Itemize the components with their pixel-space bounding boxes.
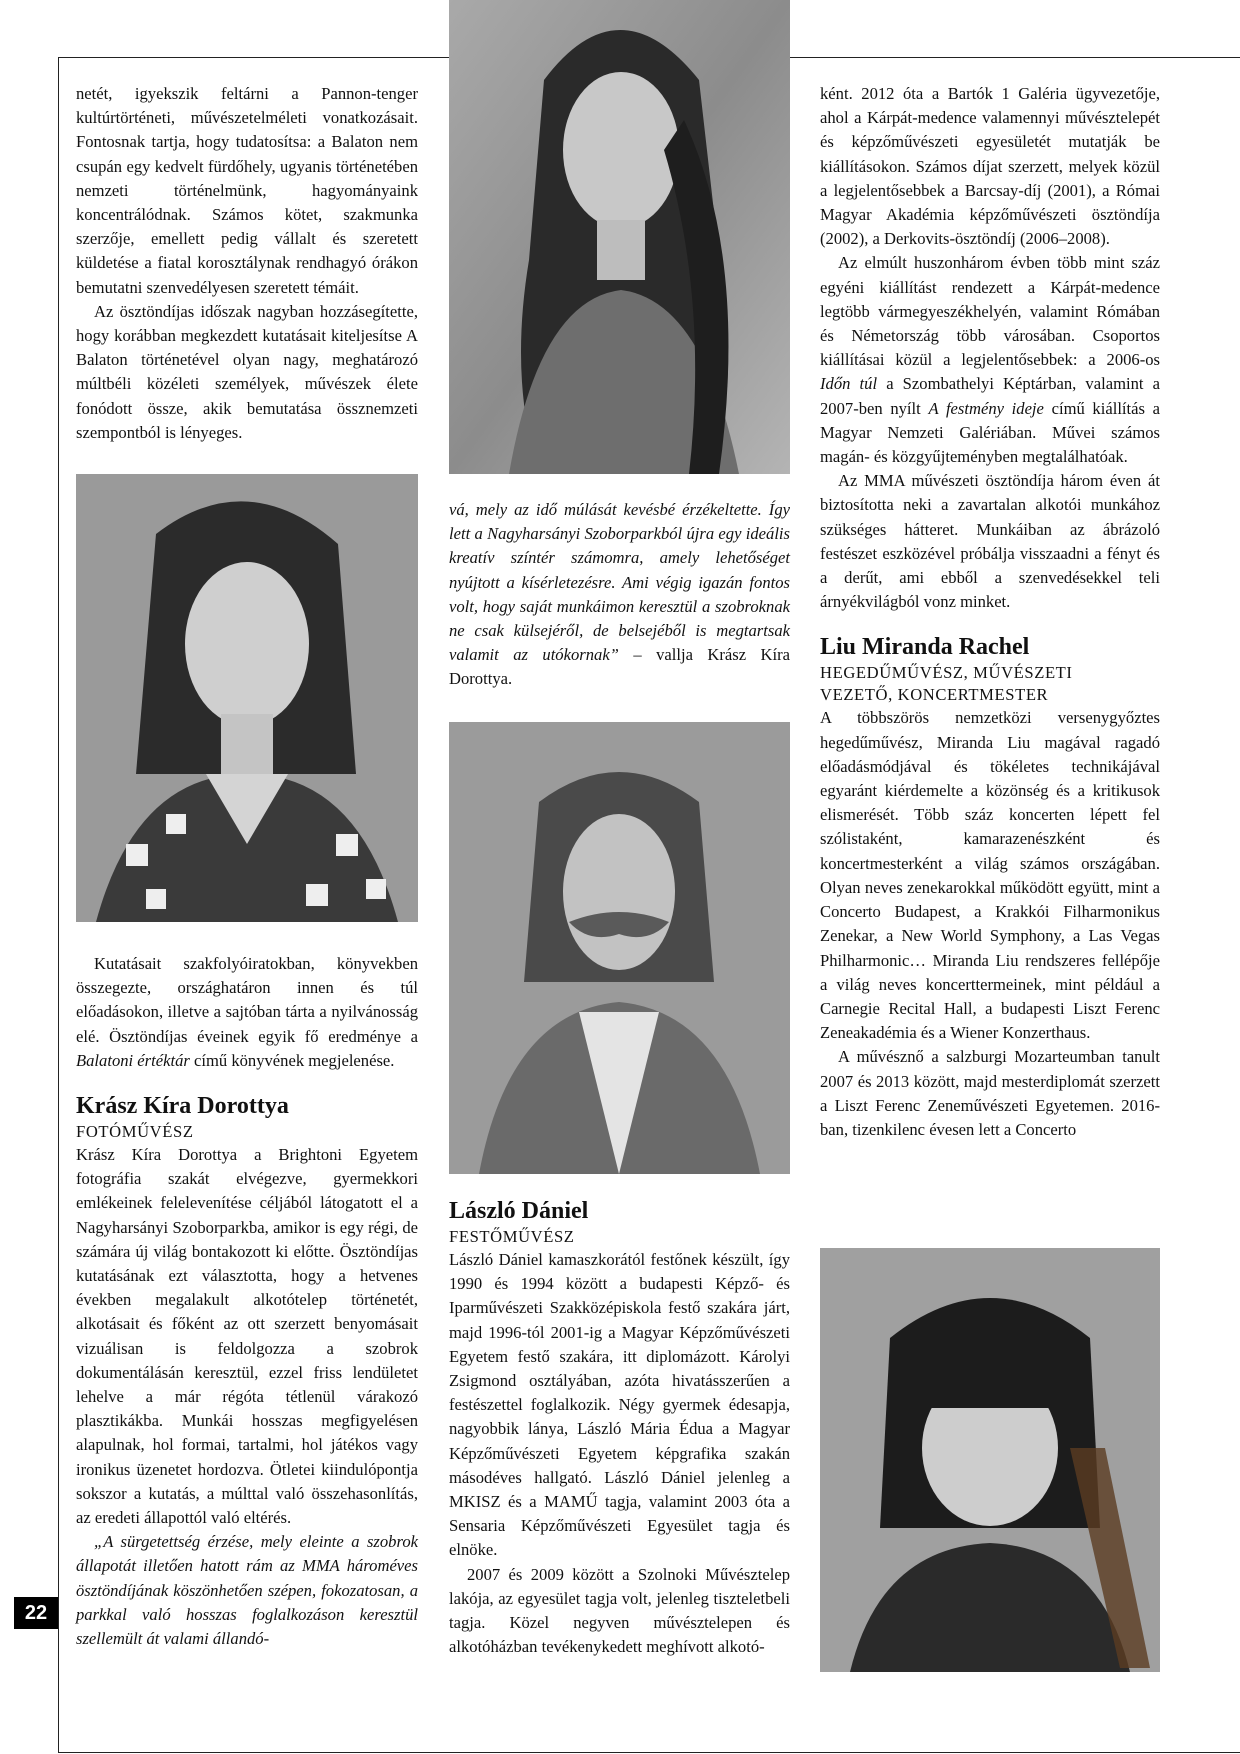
portrait-photo-man-mustache — [449, 722, 790, 1174]
paragraph: netét, igyekszik feltárni a Pannon-tenger kultúrtörténeti, művészetelméleti vonatkozásait. Fontosnak tartja, hogy tudatosítsa: a Balaton nem csupán egy kedvelt fürdőhely, ugyanis történetében nemzeti történelmünk, hagyományaink koncentrálódnak. Számos kötet, szakmunka szerzője, emellett pedig vállalt és szeretett küldetése a fiatal korosztálynak rendhagyó órákon bemutatni szenvedélyesen szeretett témáit. — [76, 84, 418, 297]
page-number: 22 — [14, 1597, 58, 1629]
portrait-photo-violinist — [820, 1248, 1160, 1672]
section-heading-laszlo: László Dániel — [449, 1198, 589, 1224]
column-3 — [820, 82, 1160, 1142]
paragraph: A többszörös nemzetközi versenygyőztes hegedűművész, Miranda Liu magával ragadó előadásmódjával és tökéletes technikájával egyaránt kiérdemelte a közönség és a kritikusok elismerését. Több száz koncerten lépett fel szólistaként, kamarazenészként és koncertmesterként a világ számos országában. Olyan neves zenekarokkal működött együtt, mint a Concerto Budapest, a Krakkói Filharmonikus Zenekar, a New World Symphony, a Las Vegas Philharmonic… Miranda Liu rendszeres fellépője a világ neves koncerttermeinek, mint például a Carnegie Recital Hall, a budapesti Liszt Ferenc Zeneakadémia és a Wiener Konzerthaus. — [820, 708, 1160, 1043]
paragraph: László Dániel kamaszkorától festőnek készült, így 1990 és 1994 között a budapesti Képző- és Iparművészeti Szakközépiskola festő szakára járt, majd 1996-tól 2001-ig a Magyar Képzőművészeti Egyetem festő szakára, itt diplomázott. Károlyi Zsigmond osztályában, azóta hivatásszerűen a festészettel foglalkozik. Négy gyermek édesapja, nagyobbik lánya, László Mária Édua a Magyar Képzőművészeti Egyetem képgrafika szakán másodéves hallgató. László Dániel jelenleg a MKISZ és a MAMŰ tagja, valamint 2003 óta a Sensaria Képzőművészeti Egyesület tagja és elnöke. — [449, 1250, 790, 1560]
quote-paragraph: vá, mely az idő múlását kevésbé érzékeltette. Így lett a Nagyharsányi Szoborparkból újra egy ideális kreatív színtér számomra, amely lehetőséget nyújtott a kísérletezésre. Ami végig igazán fontos volt, hogy saját munkáimon keresztül a szobroknak ne csak külsejéről, de belsejéből is megtartsak valamit az utókornak” – vallja Krász Kíra Dorottya. — [449, 500, 790, 689]
column-1-top — [76, 82, 418, 445]
section-heading-liu: Liu Miranda Rachel — [820, 634, 1030, 661]
section-role-liu-line2: VEZETŐ, KONCERTMESTER — [820, 685, 1049, 705]
quote-paragraph: „A sürgetettség érzése, mely eleinte a szobrok állapotát illetően hatott rám az MMA hároméves ösztöndíjának köszönhetően szépen, fokozatosan, a parkkal való hosszas foglalkozáson keresztül szellemült át valami állandó- — [76, 1532, 418, 1649]
column-2-quote — [449, 498, 790, 692]
column-2-bottom — [449, 1196, 790, 1659]
section-heading-krasz: Krász Kíra Dorottya — [76, 1093, 289, 1120]
paragraph: Kutatásait szakfolyóiratokban, könyvekben összegezte, országhatáron innen és túl előadásokon, illetve a sajtóban tárta a nyilvánosság elé. Ösztöndíjas éveinek egyik fő eredménye a Balatoni értéktár című könyvének megjelenése. — [76, 954, 418, 1070]
paragraph: Az ösztöndíjas időszak nagyban hozzásegítette, hogy korábban megkezdett kutatásait kiteljesítse A Balaton történetével olyan nagy, meghatározó múltbéli közéleti személyek, művészek élete fonódott össze, akik bemutatása össznemzeti szempontból is lényeges. — [76, 301, 418, 442]
paragraph: Az MMA művészeti ösztöndíja három éven át biztosította neki a zavartalan alkotói munkához szükséges hátteret. Munkáiban az ábrázoló festészet eszközével próbálja visszaadni a fényt és a derűt, ami ebből a szenvedésekkel teli árnyékvilágból vonz minket. — [820, 471, 1160, 612]
paragraph: ként. 2012 óta a Bartók 1 Galéria ügyvezetője, ahol a Kárpát-medence valamennyi művésztelepét és képzőművészeti egyesületét mutatják be kiállításokon. Számos díjat szerzett, melyek közül a legjelentősebbek a Barcsay-díj (2001), a Római Magyar Akadémia képzőművészeti ösztöndíja (2002), a Derkovits-ösztöndíj (2006–2008). — [820, 84, 1160, 249]
column-1-bottom — [76, 952, 418, 1651]
portrait-photo-woman-long-hair — [449, 0, 790, 474]
paragraph: 2007 és 2009 között a Szolnoki Művésztelep lakója, az egyesület tagja volt, jelenleg tiszteletbeli tagja. Közel negyven művésztelepen és alkotóházban tevékenykedett meghívott alkotó- — [449, 1564, 790, 1657]
section-role-liu-line1: HEGEDŰMŰVÉSZ, MŰVÉSZETI — [820, 663, 1073, 683]
section-role-krasz: FOTÓMŰVÉSZ — [76, 1122, 194, 1142]
section-role-laszlo: FESTŐMŰVÉSZ — [449, 1227, 575, 1246]
paragraph: Az elmúlt huszonhárom évben több mint száz egyéni kiállítást rendezett a Kárpát-medence legtöbb vármegyeszékhelyén, valamint Rómában és Németország több városában. Csoportos kiállításai közül a legjelentősebbek: a 2006-os Időn túl a Szombathelyi Képtárban, valamint a 2007-ben nyílt A festmény ideje című kiállítás a Magyar Nemzeti Galériában. Művei számos magán- és közgyűjteményben megtalálhatóak. — [820, 253, 1161, 467]
paragraph: A művésznő a salzburgi Mozarteumban tanult 2007 és 2013 között, majd mesterdiplomát szerzett a Liszt Ferenc Zeneművészeti Egyetemen. 2016-ban, tizenkilenc évesen lett a Concerto — [820, 1047, 1160, 1139]
portrait-photo-woman-earrings — [76, 474, 418, 922]
paragraph: Krász Kíra Dorottya a Brightoni Egyetem fotográfia szakát elvégezve, gyermekkori emlékeinek felelevenítése céljából látogatott el a Nagyharsányi Szoborparkba, amikor is egy régi, de számára új világ bontakozott ki előtte. Ösztöndíjas kutatásának ezt választotta, hogy a hetvenes években megalakult alkotótelep történetét, alkotásait és főként az ott szerzett benyomásait vizuálisan is feldolgozza a szobrok dokumentálásán keresztül, ezzel friss lendületet lehelve a már régóta tétlenül várakozó plasztikákba. Munkái hosszas megfigyelésen alapulnak, hol formai, tartalmi, hol játékos vagy ironikus üzenetet hordozva. Ötletei kiindulópontja sokszor a kutatás, a múlttal való összehasonlítás, az eredeti állapottól való eltérés. — [76, 1145, 418, 1528]
